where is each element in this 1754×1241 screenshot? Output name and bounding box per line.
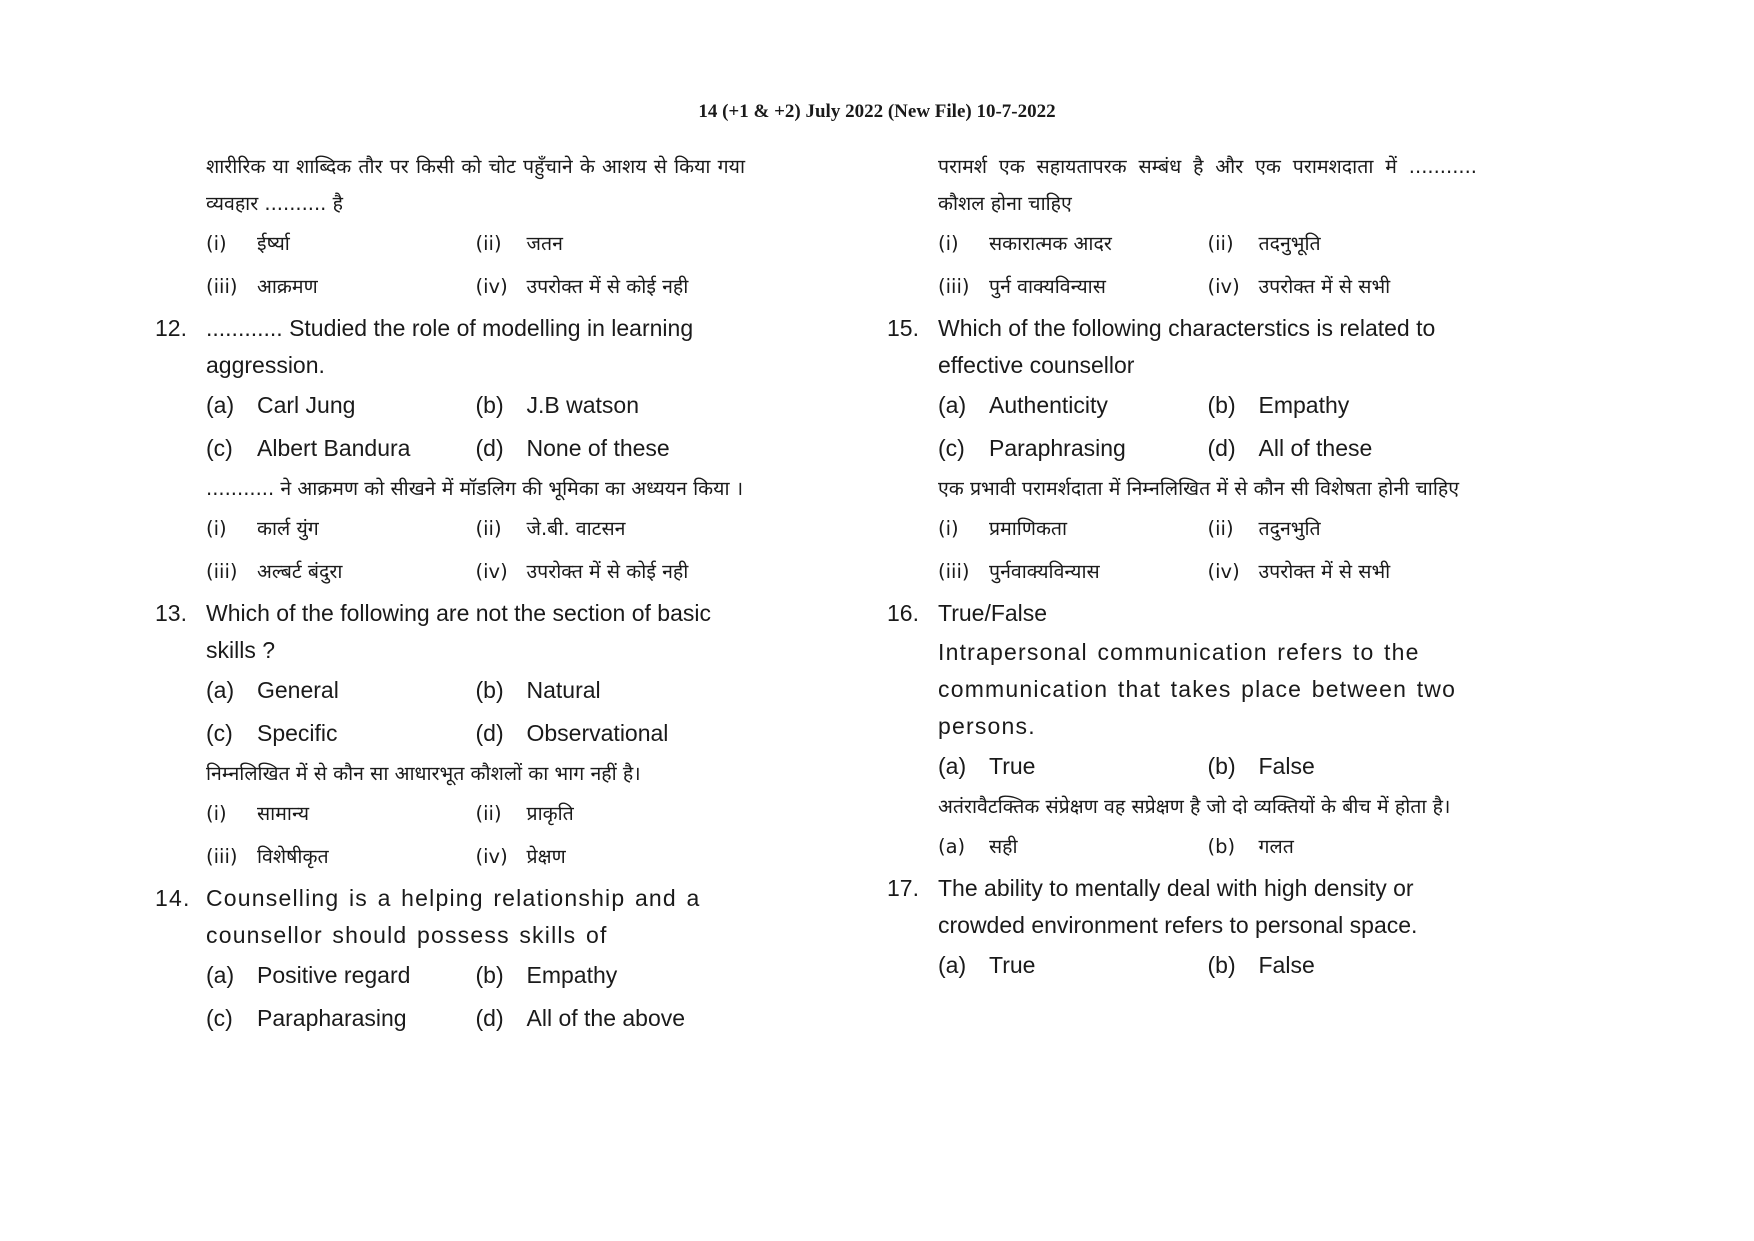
option: (iii) पुर्नवाक्यविन्यास [938,560,1100,583]
question-stem: The ability to mentally deal with high density or crowded environment refers to personal space. [938,875,1418,938]
question-number: 14. [155,885,191,911]
option: (i) ईर्ष्या [206,232,290,255]
option: (c) Paraphrasing [938,435,1126,461]
q15-hindi-options [887,507,1477,593]
question-stem: ............ Studied the role of modelling in learning aggression. [206,315,694,378]
q13-options [155,669,745,755]
option: (a) Carl Jung [206,392,356,418]
question-16 [887,595,1477,632]
option: (b) Empathy [1207,392,1350,418]
q15-hindi-stem: एक प्रभावी परामर्शदाता में निम्नलिखित में से कौन सी विशेषता होनी चाहिए [938,477,1460,500]
q14-hindi-options [887,222,1477,308]
question-number: 12. [155,315,187,341]
option: (ii) तदनुभूति [1207,232,1321,255]
question-number: 16. [887,600,919,626]
question-kind: True/False [938,600,1048,626]
q16-hindi-stem: अतंरावैटक्तिक संप्रेक्षण वह सप्रेक्षण है जो दो व्यक्तियों के बीच में होता है। [938,795,1451,818]
option: (d) Observational [475,720,669,746]
option: (i) सामान्य [206,802,310,825]
q17-options [887,944,1477,987]
page-header: 14 (+1 & +2) July 2022 (New File) 10-7-2022 [698,101,1056,122]
option: (iv) उपरोक्त में से कोई नही [475,275,689,298]
option: (b) False [1207,753,1315,779]
option: (b) J.B watson [475,392,639,418]
option: (d) All of these [1207,435,1373,461]
option: (a) Authenticity [938,392,1108,418]
option: (i) कार्ल युंग [206,517,319,540]
option: (ii) तदुनभुति [1207,517,1321,540]
question-number: 15. [887,315,919,341]
option: (c) Parapharasing [206,1005,407,1031]
option: (iii) आक्रमण [206,275,318,298]
q12-options [155,384,745,470]
question-stem: Which of the following are not the section of basic skills ? [206,600,712,663]
right-column [887,148,1477,987]
option: (iii) विशेषीकृत [206,845,329,868]
q13-hindi-options [155,792,745,878]
option: (iii) पुर्न वाक्यविन्यास [938,275,1106,298]
option: (d) All of the above [475,1005,686,1031]
question-13 [155,595,745,669]
option: (b) Empathy [475,962,618,988]
option: (iii) अल्बर्ट बंदुरा [206,560,343,583]
option: (a) True [938,753,1036,779]
option: (a) Positive regard [206,962,411,988]
option: (b) False [1207,952,1315,978]
q13-hindi-stem: निम्नलिखित में से कौन सा आधारभूत कौशलों का भाग नहीं है। [206,762,641,785]
question-14 [155,880,745,954]
q15-options [887,384,1477,470]
option: (b) गलत [1207,835,1294,858]
option: (c) Specific [206,720,338,746]
option: (b) Natural [475,677,601,703]
option: (a) सही [938,835,1018,858]
question-15 [887,310,1477,384]
question-number: 13. [155,600,187,626]
question-number: 17. [887,875,919,901]
question-stem: Which of the following characterstics is related to effective counsellor [938,315,1436,378]
option: (d) None of these [475,435,670,461]
option: (ii) प्राकृति [475,802,574,825]
q16-options [887,745,1477,788]
option: (iv) प्रेक्षण [475,845,566,868]
option: (a) True [938,952,1036,978]
option: (iv) उपरोक्त में से कोई नही [475,560,689,583]
q11-hindi-stem: शारीरिक या शाब्दिक तौर पर किसी को चोट पहुँचाने के आशय से किया गया व्यवहार .......... है [206,155,745,215]
question-17 [887,870,1477,944]
q12-hindi-options [155,507,745,593]
q14-hindi-stem: परामर्श एक सहायतापरक सम्बंध है और एक परामशदाता में ........... कौशल होना चाहिए [938,155,1477,215]
question-12 [155,310,745,384]
option: (iv) उपरोक्त में से सभी [1207,560,1391,583]
left-column [155,148,745,1040]
option: (ii) जे.बी. वाटसन [475,517,626,540]
option: (i) सकारात्मक आदर [938,232,1112,255]
option: (ii) जतन [475,232,563,255]
q11-hindi-options [155,222,745,308]
q16-stem: Intrapersonal communication refers to the communication that takes place between two persons. [938,639,1457,739]
q12-hindi-stem: ........... ने आक्रमण को सीखने में मॉडलिग की भूमिका का अध्ययन किया । [206,477,744,500]
q14-options [155,954,745,1040]
option: (i) प्रमाणिकता [938,517,1068,540]
option: (c) Albert Bandura [206,435,411,461]
question-stem: Counselling is a helping relationship and a counsellor should possess skills of [206,885,701,948]
option: (a) General [206,677,339,703]
q16-hindi-options [887,825,1477,868]
option: (iv) उपरोक्त में से सभी [1207,275,1391,298]
